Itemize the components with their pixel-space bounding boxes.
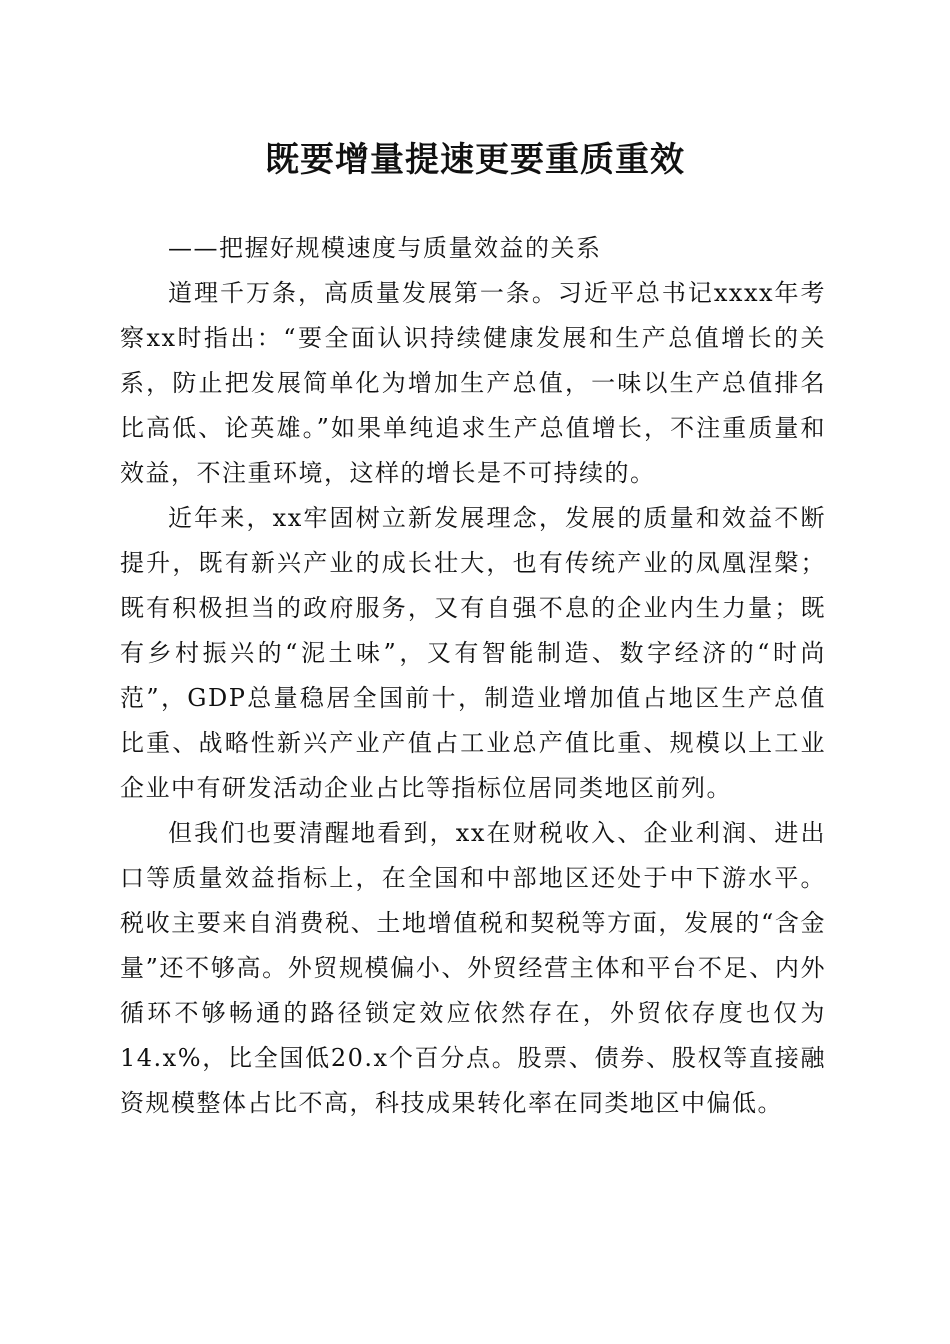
paragraph-2: 近年来，xx牢固树立新发展理念，发展的质量和效益不断提升，既有新兴产业的成长壮大，也有传统产业的凤凰涅槃；既有积极担当的政府服务，又有自强不息的企业内生力量；既有乡村振兴的“泥土味”，又有智能制造、数字经济的“时尚范”，GDP总量稳居全国前十，制造业增加值占地区生产总值比重、战略性新兴产业产值占工业总产值比重、规模以上工业企业中有研发活动企业占比等指标位居同类地区前列。 (120, 504, 826, 802)
document-subtitle: ——把握好规模速度与质量效益的关系 (168, 234, 602, 262)
document-title: 既要增量提速更要重质重效 (265, 140, 685, 180)
document-body (120, 226, 826, 1126)
paragraph-1: 道理千万条，高质量发展第一条。习近平总书记xxxx年考察xx时指出：“要全面认识持续健康发展和生产总值增长的关系，防止把发展简单化为增加生产总值，一味以生产总值排名比高低、论英雄。”如果单纯追求生产总值增长，不注重质量和效益，不注重环境，这样的增长是不可持续的。 (120, 279, 826, 487)
paragraph-3: 但我们也要清醒地看到，xx在财税收入、企业利润、进出口等质量效益指标上，在全国和中部地区还处于中下游水平。税收主要来自消费税、土地增值税和契税等方面，发展的“含金量”还不够高。外贸规模偏小、外贸经营主体和平台不足、内外循环不够畅通的路径锁定效应依然存在，外贸依存度也仅为14.x%，比全国低20.x个百分点。股票、债券、股权等直接融资规模整体占比不高，科技成果转化率在同类地区中偏低。 (120, 819, 826, 1117)
